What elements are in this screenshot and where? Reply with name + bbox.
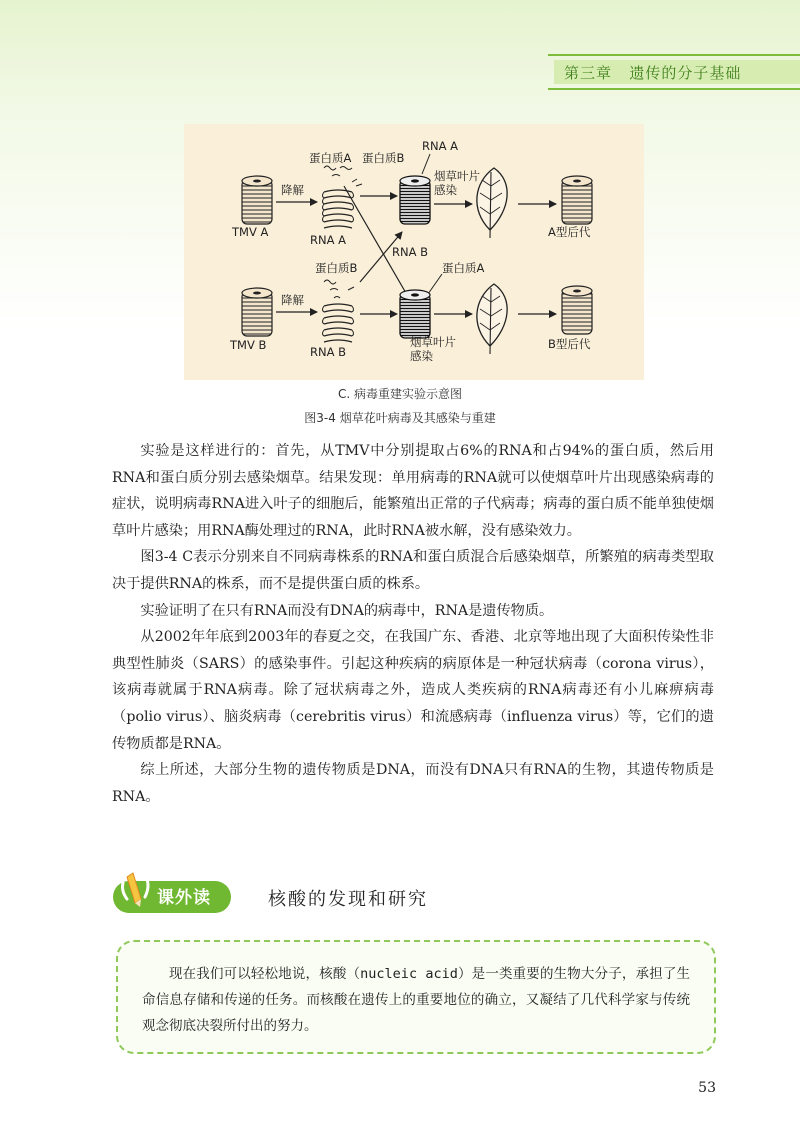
virus-reconstruction-figure <box>184 124 644 380</box>
figure-diagram <box>184 124 644 380</box>
label-decompose-b: 降解 <box>281 293 304 307</box>
paragraph: 图3-4 C表示分别来自不同病毒株系的RNA和蛋白质混合后感染烟草，所繁殖的病毒类型取决于提供RNA的株系，而不是提供蛋白质的株系。 <box>112 549 714 592</box>
label-infect-top-1: 烟草叶片 <box>434 169 480 183</box>
protein-b-fragments <box>324 280 354 298</box>
label-protein-a-top: 蛋白质A <box>309 151 352 165</box>
label-rna-b-bottom: RNA B <box>310 345 347 359</box>
label-protein-a-mid: 蛋白质A <box>442 261 485 275</box>
tobacco-leaf-bottom <box>477 284 507 354</box>
label-infect-top-2: 感染 <box>434 183 457 197</box>
paragraph: 实验证明了在只有RNA而没有DNA的病毒中，RNA是遗传物质。 <box>140 602 554 619</box>
reconstructed-virus-top <box>400 176 430 224</box>
tobacco-leaf-top <box>477 168 507 238</box>
label-decompose-a: 降解 <box>281 183 304 197</box>
label-rna-a-bottom: RNA A <box>310 233 346 247</box>
body-text <box>112 438 714 810</box>
label-tmv-b: TMV B <box>230 338 267 352</box>
tmv-b-virus <box>242 288 272 336</box>
reconstructed-virus-bottom <box>400 290 430 338</box>
chapter-header <box>548 54 800 90</box>
label-protein-b-top: 蛋白质B <box>362 151 405 165</box>
protein-a-fragments <box>324 166 362 186</box>
label-rna-b-mid: RNA B <box>392 245 429 259</box>
rna-a-coil <box>323 190 354 228</box>
label-offspring-b: B型后代 <box>548 337 591 351</box>
figure-subcaption: C. 病毒重建实验示意图 <box>337 387 462 401</box>
extra-reading-text: 现在我们可以轻松地说，核酸（nucleic acid）是一类重要的生物大分子，承担了生命信息存储和传递的任务。而核酸在遗传上的重要地位的确立，又凝结了几代科学家与传统观念彻底决裂所付出的努力。 <box>142 966 690 1034</box>
extra-reading-title: 核酸的发现和研究 <box>268 889 428 910</box>
label-tmv-a: TMV A <box>232 225 269 239</box>
label-infect-bottom-2: 感染 <box>410 349 433 363</box>
extra-reading-box <box>116 940 716 1054</box>
label-protein-b-mid: 蛋白质B <box>315 261 358 275</box>
extra-reading-header <box>113 877 673 917</box>
pencil-icon <box>119 869 159 915</box>
figure-caption: 图3-4 烟草花叶病毒及其感染与重建 <box>304 411 496 425</box>
label-infect-bottom-1: 烟草叶片 <box>410 335 456 349</box>
paragraph: 实验是这样进行的：首先，从TMV中分别提取占6%的RNA和占94%的蛋白质，然后用RNA和蛋白质分别去感染烟草。结果发现：单用病毒的RNA就可以使烟草叶片出现感染病毒的症状，说明病毒RNA进入叶子的细胞后，能繁殖出正常的子代病毒；病毒的蛋白质不能单独使烟草叶片感染；用RNA酶处理过的RNA，此时RNA被水解，没有感染效力。 <box>112 443 714 539</box>
rna-b-coil <box>323 304 354 342</box>
extra-reading-label: 课外读 <box>157 888 211 908</box>
label-rna-a-top: RNA A <box>422 139 458 153</box>
page-number: 53 <box>698 1080 716 1096</box>
paragraph: 综上所述，大部分生物的遗传物质是DNA，而没有DNA只有RNA的生物，其遗传物质是RNA。 <box>112 762 714 805</box>
chapter-number: 第三章 <box>564 63 613 82</box>
chapter-title: 遗传的分子基础 <box>629 63 742 82</box>
tmv-a-virus <box>242 176 272 224</box>
offspring-b-virus <box>562 286 592 334</box>
offspring-a-virus <box>562 176 592 224</box>
paragraph: 从2002年年底到2003年的春夏之交，在我国广东、香港、北京等地出现了大面积传染性非典型性肺炎（SARS）的感染事件。引起这种疾病的病原体是一种冠状病毒（corona virus），该病毒就属于RNA病毒。除了冠状病毒之外，造成人类疾病的RNA病毒还有小儿麻痹病毒（polio virus）、脑炎病毒（cerebritis virus）和流感病毒（influenza virus）等，它们的遗传物质都是RNA。 <box>112 629 714 752</box>
label-offspring-a: A型后代 <box>548 225 591 239</box>
